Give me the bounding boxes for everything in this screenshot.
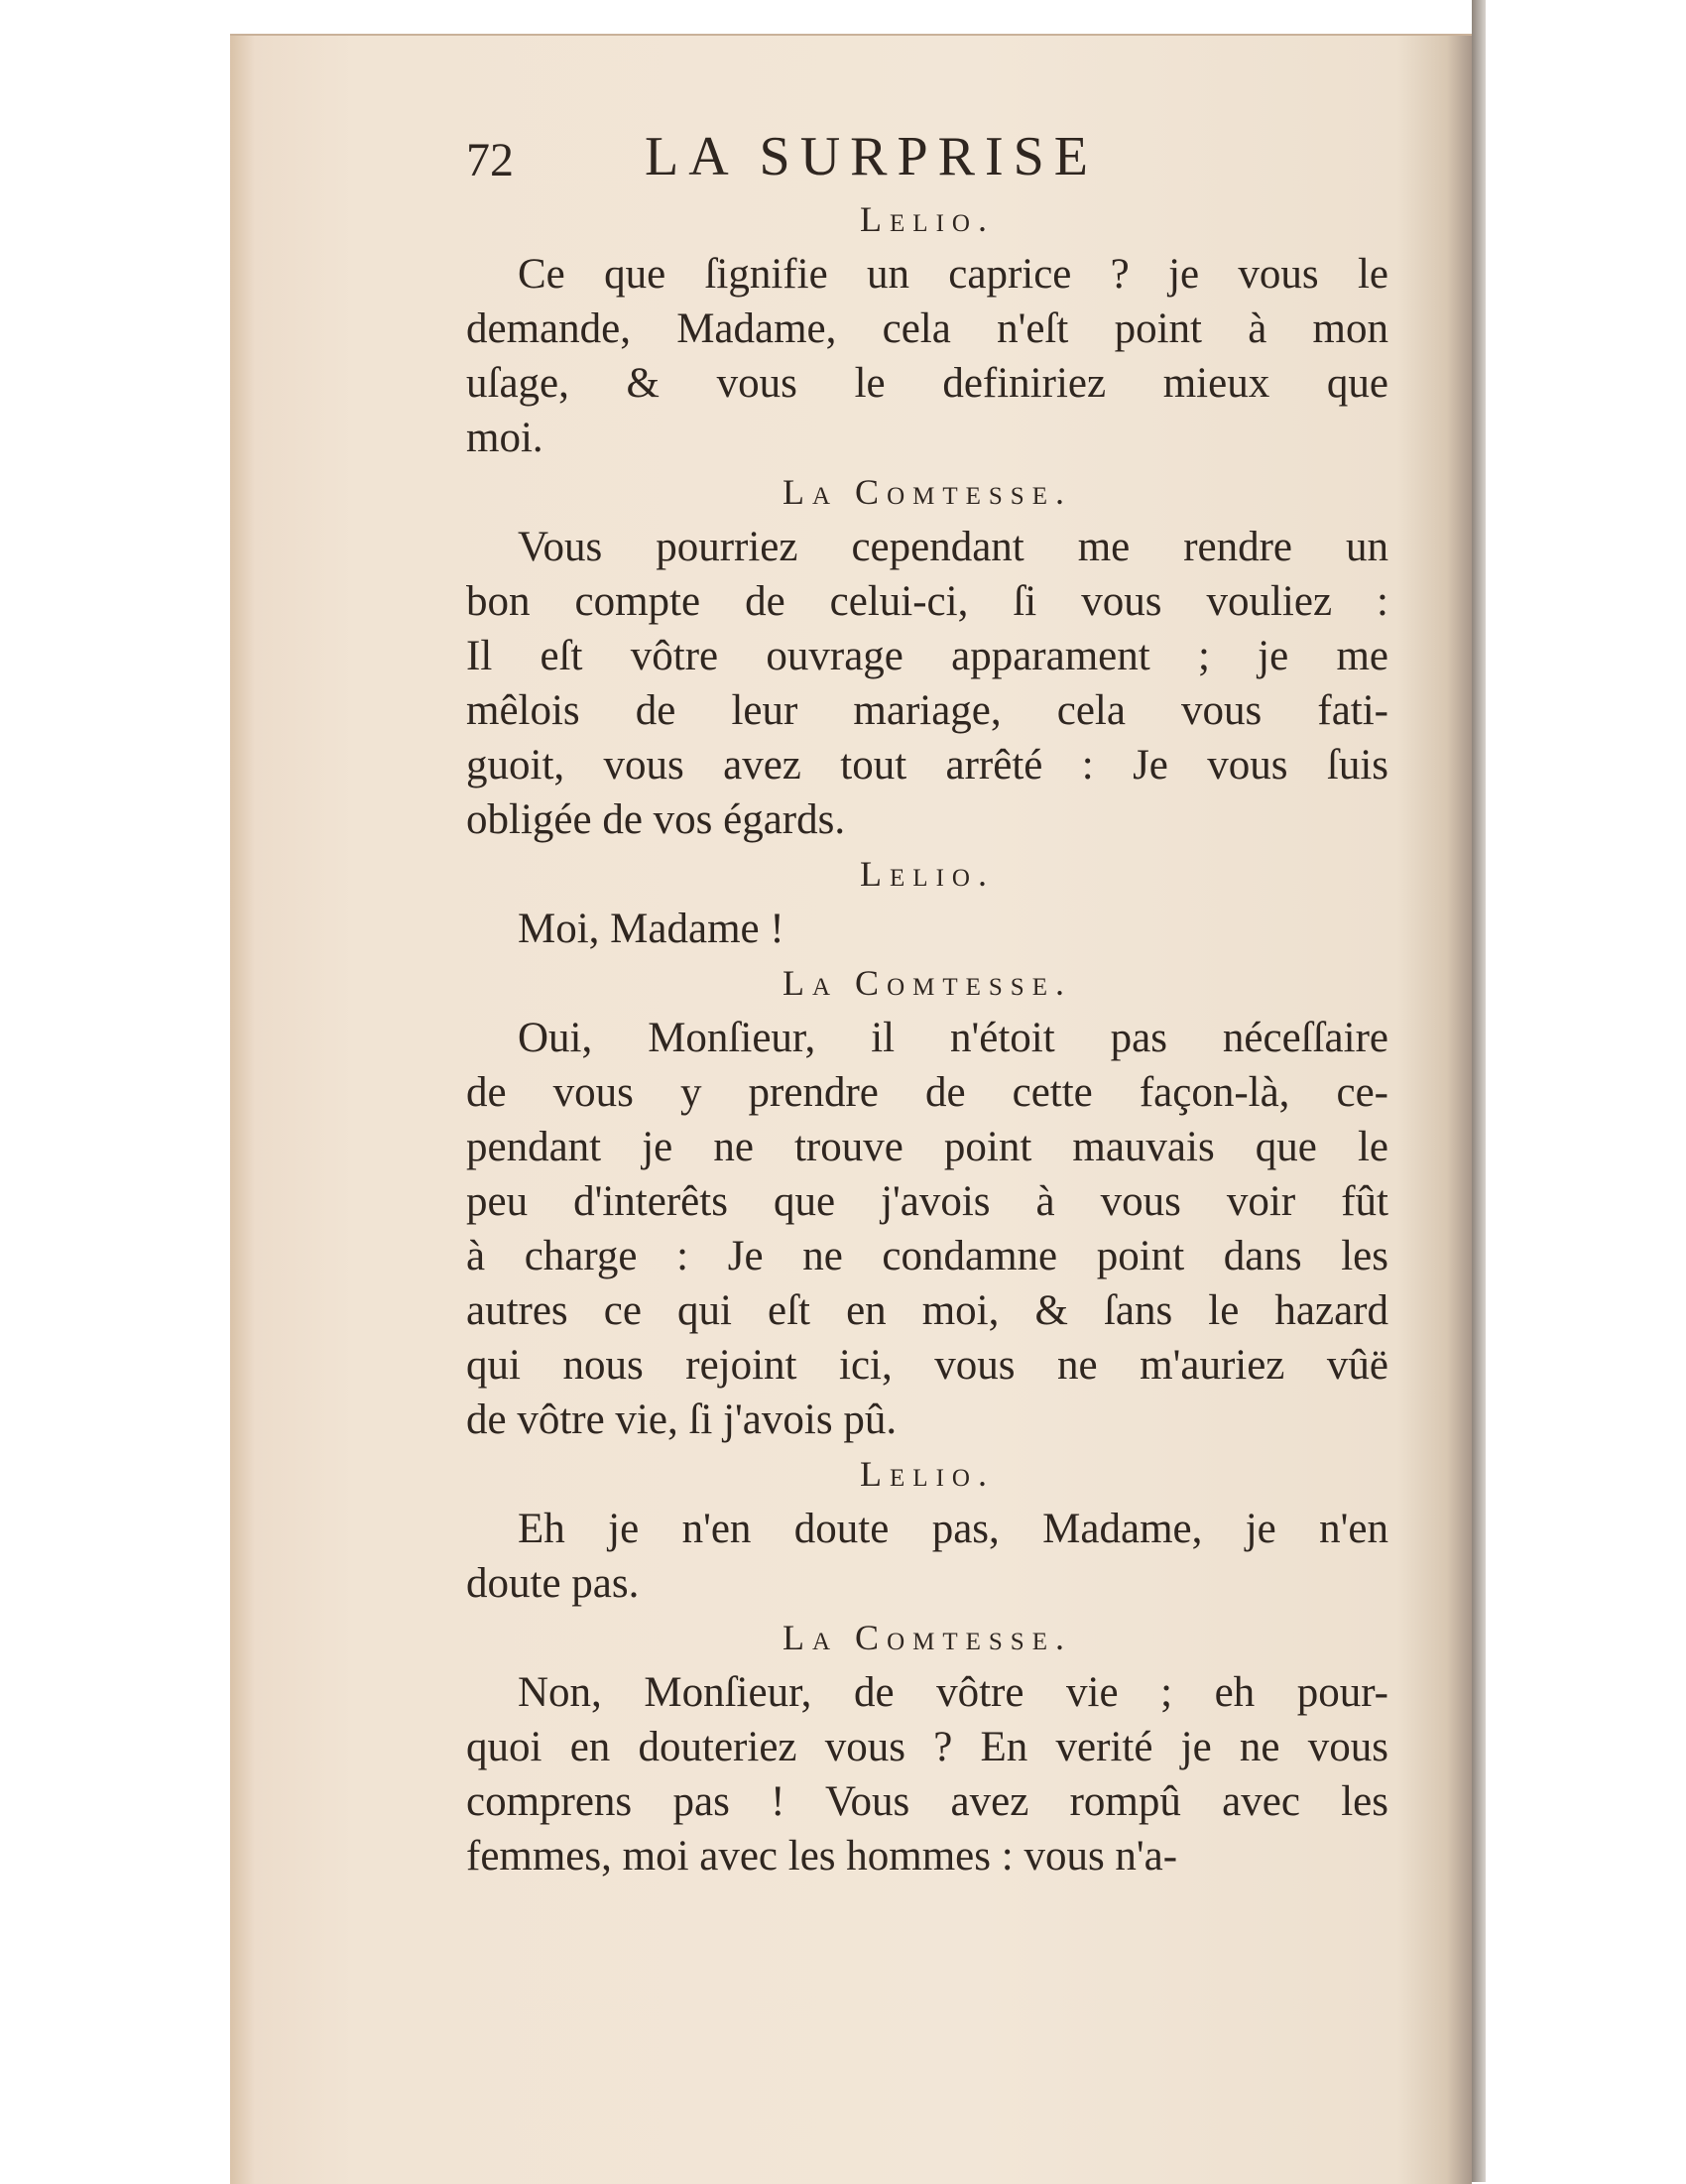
text-line: Ce que ſignifie un caprice ? je vous le [518,251,1388,298]
text-line: autres ce qui eſt en moi, & ſans le hazard [466,1287,1388,1334]
text-line: guoit, vous avez tout arrêté : Je vous ſuis [466,742,1388,789]
speaker-name: Lelio. [860,854,995,894]
text-line: peu d'interêts que j'avois à vous voir fût [466,1178,1388,1225]
book-edge [1472,0,1486,2182]
page-header [466,125,1388,192]
text-line: obligée de vos égards. [466,796,846,843]
speaker-name: La Comtesse. [783,472,1072,512]
running-title: LA SURPRISE [645,126,1098,187]
text-line: Eh je n'en doute pas, Madame, je n'en [518,1506,1388,1552]
text-line: Vous pourriez cependant me rendre un [518,524,1388,570]
text-line: Non, Monſieur, de vôtre vie ; eh pour- [518,1669,1388,1716]
speaker-name: La Comtesse. [783,963,1072,1003]
text-line: de vous y prendre de cette façon-là, ce- [466,1069,1388,1116]
text-line: mêlois de leur mariage, cela vous fati- [466,687,1388,734]
text-line: Oui, Monſieur, il n'étoit pas néceſſaire [518,1015,1388,1061]
text-line: Il eſt vôtre ouvrage apparament ; je me [466,633,1388,679]
text-line: bon compte de celui-ci, ſi vous vouliez : [466,578,1388,625]
text-column [466,125,1388,1883]
text-line: demande, Madame, cela n'eſt point à mon [466,305,1388,352]
speaker-name: Lelio. [860,199,995,239]
speaker-name: Lelio. [860,1454,995,1494]
dialogue-body [466,192,1388,1883]
text-line: Moi, Madame ! [518,906,784,952]
page-number: 72 [466,134,514,186]
text-line: doute pas. [466,1560,640,1607]
text-line: à charge : Je ne condamne point dans les [466,1233,1388,1279]
text-line: qui nous rejoint ici, vous ne m'auriez vûë [466,1342,1388,1389]
text-line: moi. [466,415,543,461]
text-line: pendant je ne trouve point mauvais que le [466,1124,1388,1170]
speaker-name: La Comtesse. [783,1618,1072,1657]
text-line: femmes, moi avec les hommes : vous n'a- [466,1833,1178,1880]
text-line: de vôtre vie, ſi j'avois pû. [466,1396,898,1443]
text-line: uſage, & vous le definiriez mieux que [466,360,1388,407]
text-line: comprens pas ! Vous avez rompû avec les [466,1778,1388,1825]
text-line: quoi en douteriez vous ? En verité je ne vous [466,1724,1388,1770]
